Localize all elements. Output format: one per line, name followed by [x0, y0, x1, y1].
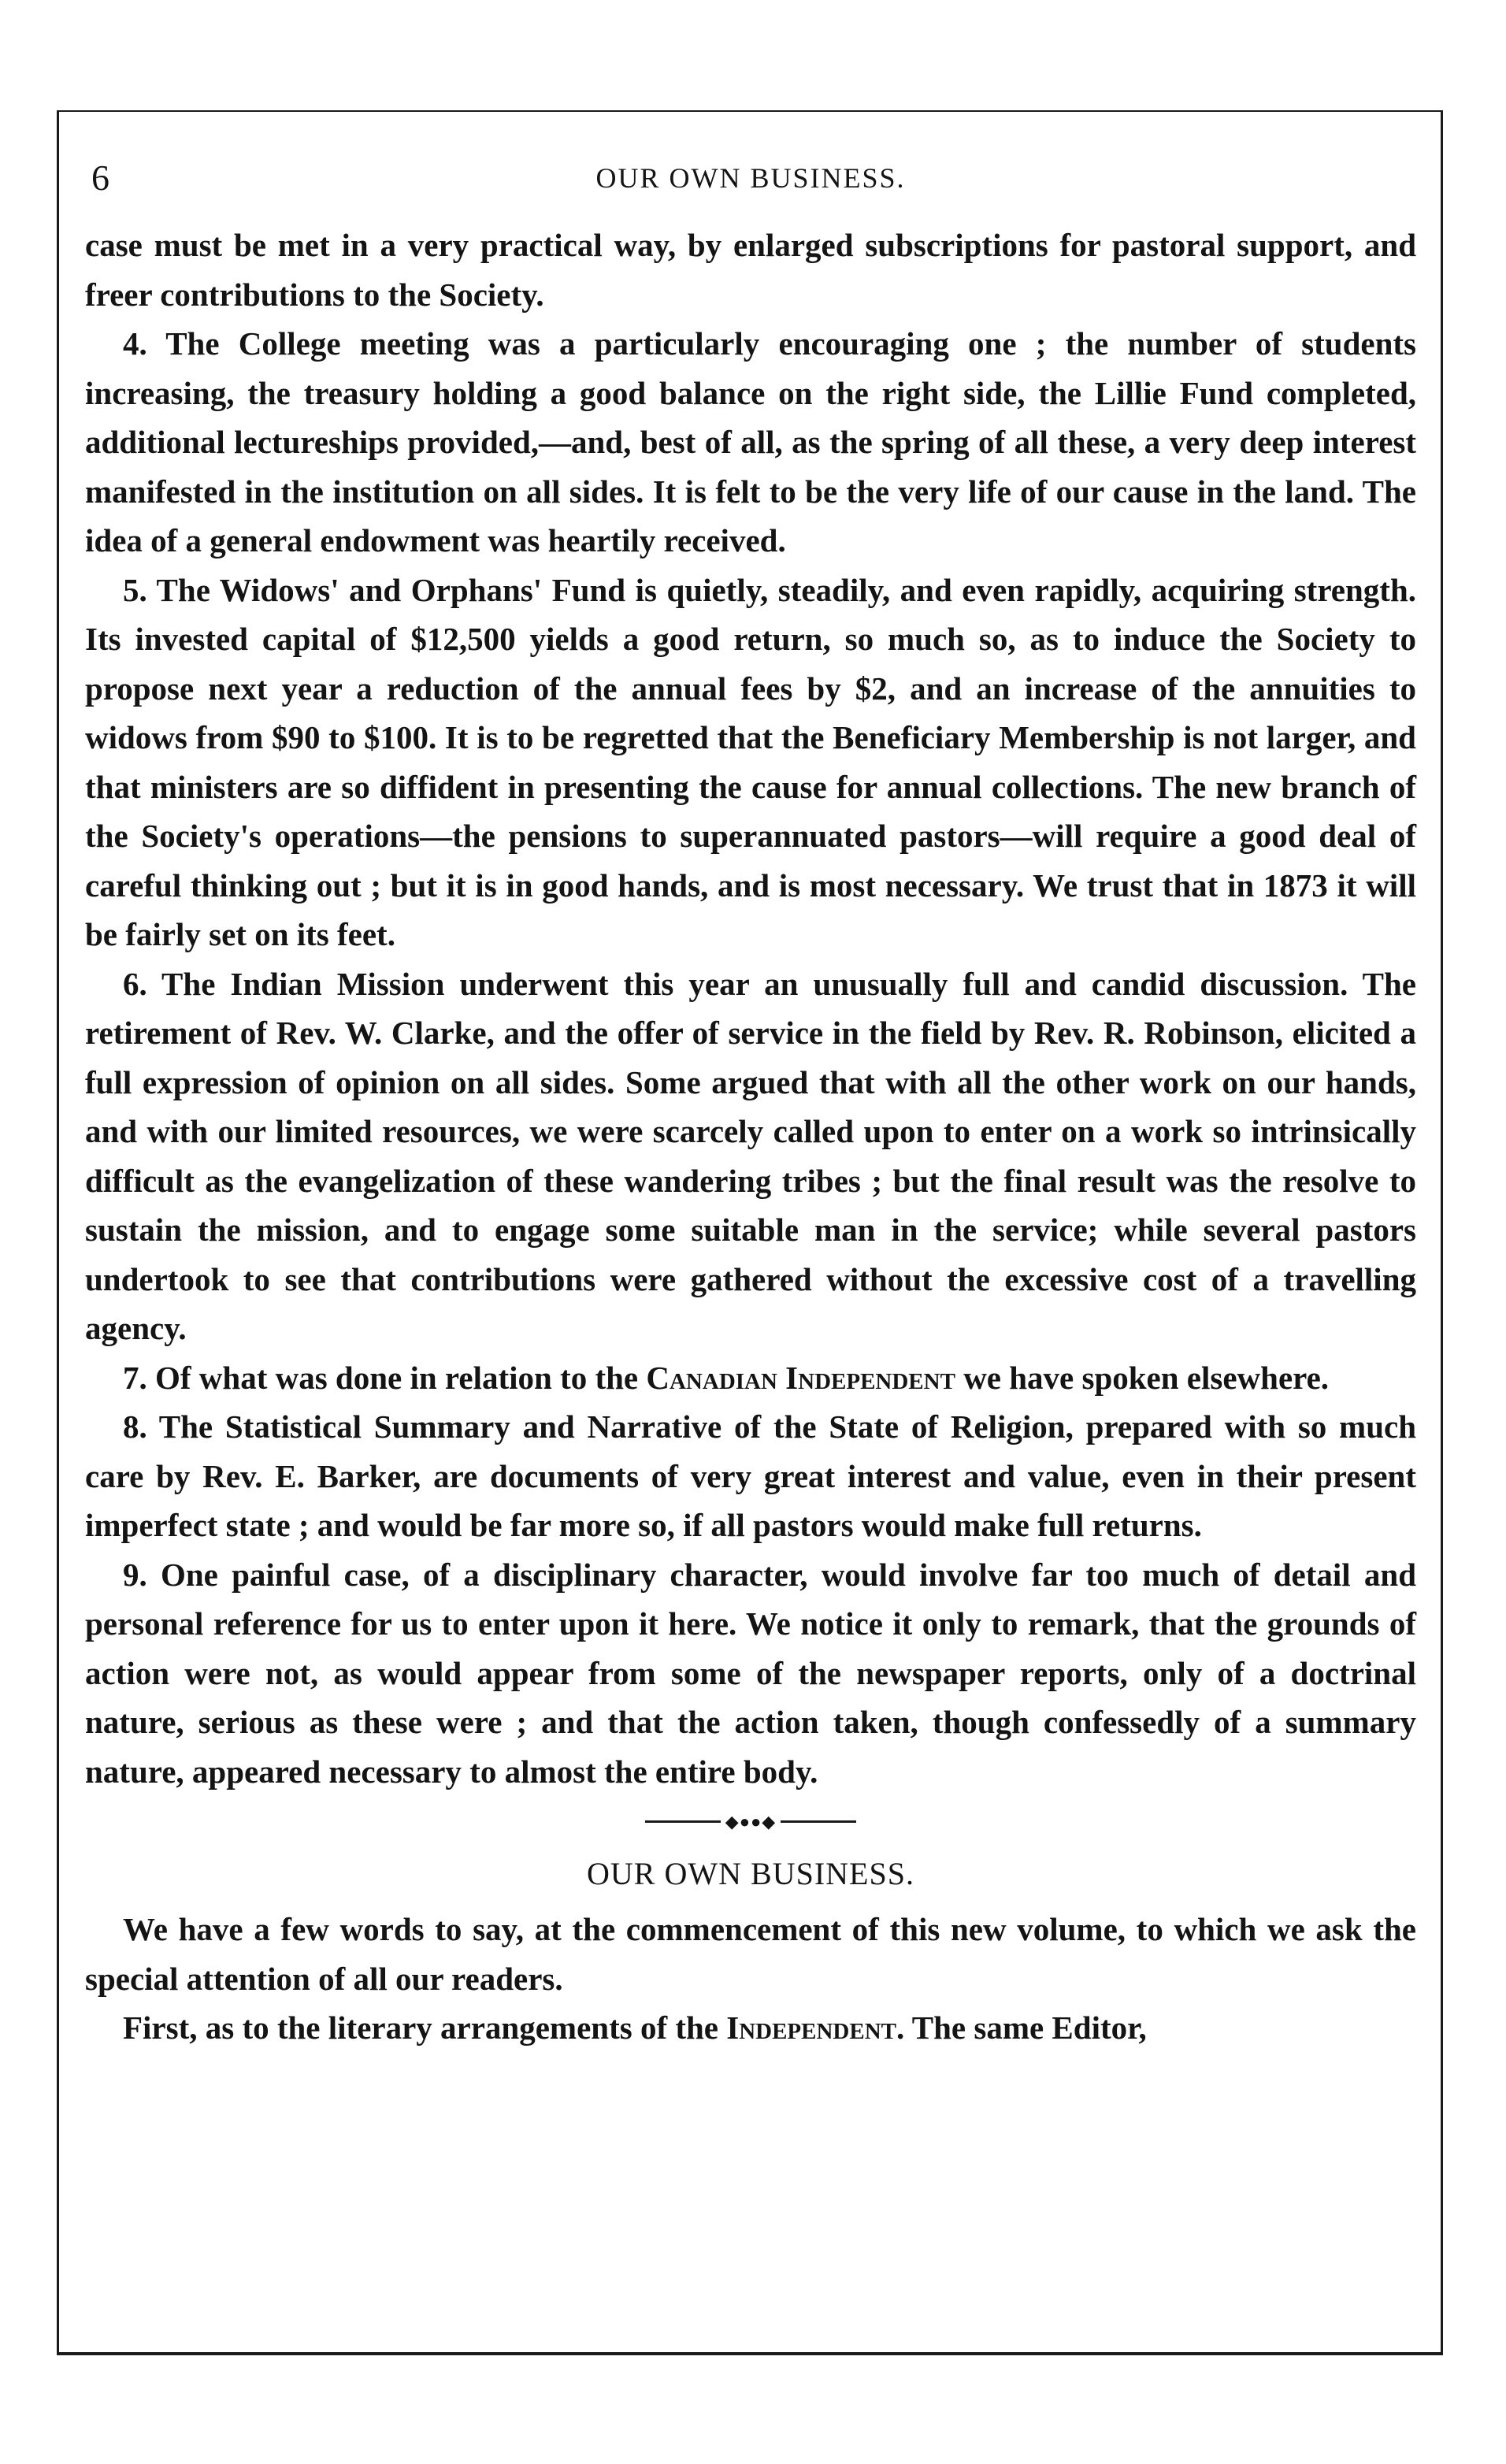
- paragraph-canadian-independent: [85, 1353, 1416, 1403]
- publication-name-short: Independent: [726, 2009, 897, 2046]
- section-paragraph-literary: [85, 2003, 1416, 2053]
- divider-center-ornament: ◆●●◆: [725, 1811, 777, 1831]
- section-divider-ornament: [85, 1796, 1416, 1845]
- publication-name: Canadian Independent: [646, 1359, 955, 1396]
- paragraph-statistical-summary: 8. The Statistical Summary and Narrative of the State of Religion, prepared with so much care by Rev. E. Barker, are documents of very great interest and value, even in their present imperfect state ; and would be far more so, if all pastors would make full returns.: [85, 1408, 1416, 1543]
- article-body: [85, 221, 1416, 2053]
- paragraph-college-meeting: 4. The College meeting was a particularly encouraging one ; the number of students increasing, the treasury holding a good balance on the right side, the Lillie Fund completed, additional lectureships provided,—and, best of all, as the spring of all these, a very deep interest manifested in the institution on all sides. It is felt to be the very life of our cause in the land. The idea of a general endowment was heartily received.: [85, 325, 1416, 558]
- page-number: 6: [91, 158, 109, 198]
- paragraph-widows-orphans-fund: 5. The Widows' and Orphans' Fund is quietly, steadily, and even rapidly, acquiring strength. Its invested capital of $12,500 yields a good return, so much so, as to induce the Society to propose next year a reduction of the annual fees by $2, and an increase of the annuities to widows from $90 to $100. It is to be regretted that the Beneficiary Membership is not larger, and that ministers are so diffident in presenting the cause for annual collections. The new branch of the Society's operations—the pensions to superannuated pastors—will require a good deal of careful thinking out ; but it is in good hands, and is most necessary. We trust that in 1873 it will be fairly set on its feet.: [85, 571, 1416, 952]
- section-paragraph-2-text-end: . The same Editor,: [896, 2009, 1147, 2046]
- paragraph-indian-mission: 6. The Indian Mission underwent this year an unusually full and candid discussion. The retirement of Rev. W. Clarke, and the offer of service in the field by Rev. R. Robinson, elicited a full expression of opinion on all sides. Some argued that with all the other work on our hands, and with our limited resources, we were scarcely called upon to enter on a work so intrinsically difficult as the evangelization of these wandering tribes ; but the final result was the resolve to sustain the mission, and to engage some suitable man in the service; while several pastors undertook to see that contributions were gathered without the excessive cost of a travelling agency.: [85, 965, 1416, 1346]
- section-paragraph-intro: We have a few words to say, at the commencement of this new volume, to which we ask the special attention of all our readers.: [85, 1911, 1416, 1997]
- paragraph-disciplinary-case: 9. One painful case, of a disciplinary character, would involve far too much of detail and personal reference for us to enter upon it here. We notice it only to remark, that the grounds of action were not, as would appear from some of the newspaper reports, only of a doctrinal nature, serious as these were ; and that the action taken, though confessedly of a summary nature, appeared necessary to almost the entire body.: [85, 1556, 1416, 1790]
- divider-rule-left: [645, 1820, 721, 1823]
- paragraph-continuation: case must be met in a very practical way, by enlarged subscriptions for pastoral support, and freer contributions to the Society.: [85, 227, 1416, 313]
- running-head: OUR OWN BUSINESS.: [595, 162, 906, 194]
- paragraph-7-text-end: we have spoken elsewhere.: [955, 1359, 1330, 1396]
- divider-rule-right: [781, 1820, 856, 1823]
- section-title: OUR OWN BUSINESS.: [587, 1856, 914, 1891]
- paragraph-7-text-start: 7. Of what was done in relation to the: [123, 1359, 647, 1396]
- section-paragraph-2-text-start: First, as to the literary arrangements of the: [123, 2009, 727, 2046]
- page-header: [85, 154, 1416, 202]
